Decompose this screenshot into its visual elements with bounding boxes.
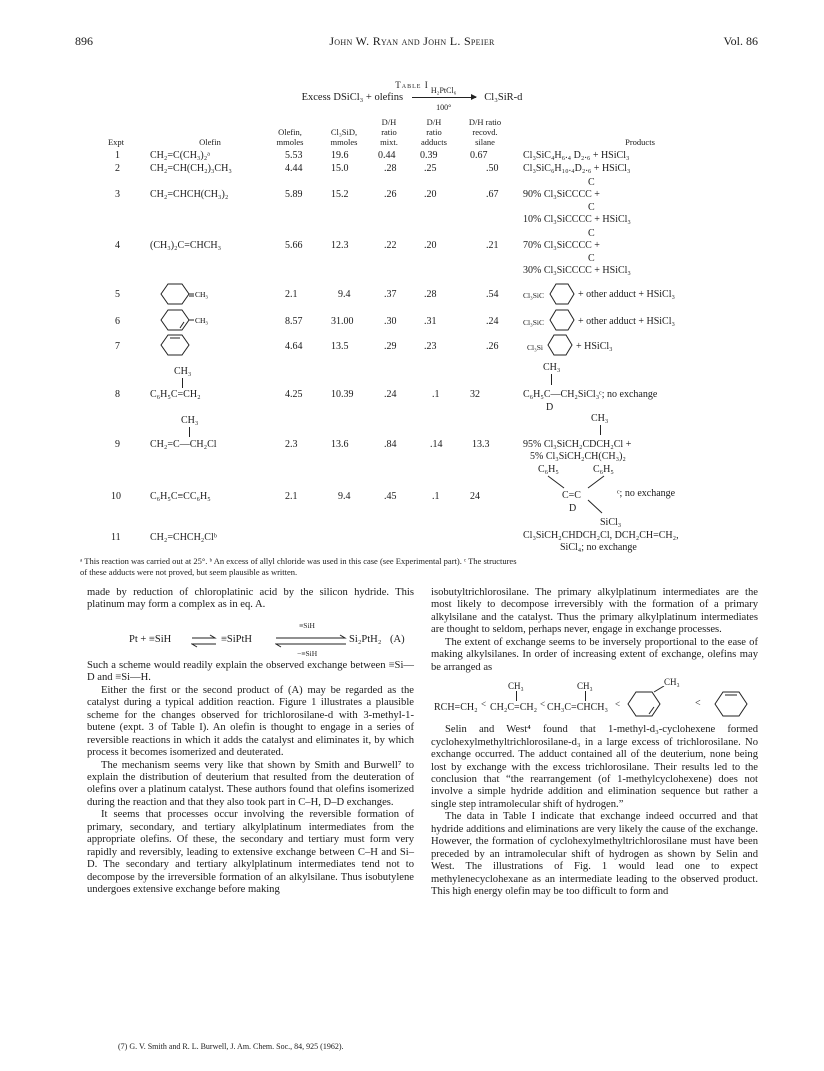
- row8-dh-adducts: .1: [432, 389, 440, 400]
- row10-phenyl-left: C₆H₅: [538, 464, 559, 475]
- right-column: [431, 587, 758, 899]
- row9-product-b: 5% Cl₃SiCH₂CH(CH₃)₂: [530, 451, 626, 462]
- row5-product-prefix: Cl₃SiC: [523, 291, 544, 300]
- row10-expt: 10: [111, 491, 121, 502]
- row3-expt: 3: [115, 189, 120, 200]
- row10-olefin: C₆H₅C≡CC₆H₅: [150, 491, 211, 502]
- row1-olefin: CH₂=C(CH₃)₂ᵃ: [150, 150, 210, 161]
- row4-expt: 4: [115, 240, 120, 251]
- running-authors: John W. Ryan and John L. Speier: [329, 34, 495, 48]
- row8-product-bond-up: [551, 374, 553, 385]
- row1-cl3sid: 19.6: [331, 150, 349, 161]
- series-cyclohexene-ring: [711, 686, 755, 718]
- row6-products: + other adduct + HSiCl₃: [578, 316, 675, 327]
- row3-branch-b: C: [588, 202, 595, 213]
- row7-product-ring: [546, 332, 574, 358]
- series-d-methyl: CH₃: [664, 677, 680, 688]
- row8-dh-mixt: .24: [384, 389, 397, 400]
- header-dh-recovd: D/H ratio recovd. silane: [468, 117, 502, 147]
- right-paragraph-1: isobutyltrichlorosilane. The primary alkylplatinum intermediates are the most likely to decompose irreversibly with the formation of a primary alkylsilane and the catalyst. Thus the primary alkylplatinum intermediates are thought to seldom, perhaps never, engage in exchange processes.: [431, 587, 758, 636]
- reaction-arrow: [412, 86, 476, 113]
- row10-dh-recovd: 24: [470, 491, 480, 502]
- row7-product-prefix: Cl₃Si: [527, 343, 543, 352]
- table-caption: Table I: [395, 80, 429, 90]
- header-cl3sid-mmoles: Cl₃SiD, mmoles: [330, 127, 358, 147]
- row10-note: ᶜ; no exchange: [617, 488, 676, 499]
- left-paragraph-5: It seems that processes occur involving the reversible formation of primary, secondary, and tertiary alkylplatinum intermediates from the appropriate olefins. Of these, the secondary and tertiary must form very rapidly and reversibly, leading to extensive exchange between C–H and Si–D. The secondary and tertiary alkylplatinum intermediates tend not to decompose by the irreversible formation of an alkylsilane. Thus isobutylene undergoes extensive exchange before making: [87, 809, 414, 896]
- eqA-top-label: ≡SiH: [299, 620, 315, 630]
- row1-expt: 1: [115, 150, 120, 161]
- row9-olefin-methyl: CH₃: [181, 415, 199, 426]
- catalyst-label: H₂PtCl₆: [430, 86, 457, 96]
- row9-cl3sid: 13.6: [331, 439, 349, 450]
- eqA-equilibrium-arrow-2: [275, 634, 347, 648]
- row2-products: Cl₃SiC₆H₁₀.₄D₂.₆ + HSiCl₃: [523, 163, 631, 174]
- row6-substituent: CH₃: [195, 316, 209, 325]
- row7-products: + HSiCl₃: [576, 341, 613, 352]
- header-dh-mixt: D/H ratio mixt.: [380, 117, 398, 147]
- row1-dh-recovd: 0.67: [470, 150, 488, 161]
- header-olefin-mmoles: Olefin, mmoles: [276, 127, 304, 147]
- methylenecyclohexane-structure: [158, 281, 220, 307]
- row4-branch-b: C: [588, 253, 595, 264]
- row10-dh-mixt: .45: [384, 491, 397, 502]
- row5-dh-mixt: .37: [384, 289, 397, 300]
- series-b-methyl: CH₃: [508, 681, 524, 692]
- equation-a: [87, 612, 414, 660]
- row8-dh-recovd: 32: [470, 389, 480, 400]
- row4-olefin: (CH₃)₂C=CHCH₃: [150, 240, 222, 251]
- row10-double-bond: C=C: [562, 490, 581, 501]
- left-paragraph-2: Such a scheme would readily explain the observed exchange between ≡Si—D and ≡Si—H.: [87, 659, 414, 684]
- series-c: CH₃C=CHCH₃: [547, 702, 608, 714]
- row1-dh-mixt: 0.44: [378, 150, 396, 161]
- row8-product-methyl: CH₃: [543, 362, 561, 373]
- row4-product-b: 30% Cl₃SiCCCC + HSiCl₃: [523, 265, 631, 276]
- row4-dh-recovd: .21: [486, 240, 499, 251]
- volume-label: Vol. 86: [723, 34, 758, 48]
- row6-product-prefix: Cl₃SiC: [523, 318, 544, 327]
- row6-olefin-mmoles: 8.57: [285, 316, 303, 327]
- table-footnote-line1: ᵃ This reaction was carried out at 25°. ᵇ An excess of allyl chloride was used in this case (see Experimental part). ᶜ The structures: [80, 556, 517, 566]
- series-a: RCH=CH₂: [434, 702, 478, 714]
- row8-expt: 8: [115, 389, 120, 400]
- row3-product-b: 10% Cl₃SiCCCC + HSiCl₃: [523, 214, 631, 225]
- row2-dh-adducts: .25: [424, 163, 437, 174]
- reaction-right: Cl₃SiR-d: [484, 92, 523, 103]
- row11-product-a: Cl₃SiCH₂CHDCH₂Cl, DCH₂CH=CH₂,: [523, 530, 679, 541]
- right-paragraph-3: Selin and West⁴ found that 1-methyl-d₃-cyclohexene formed cyclohexylmethyltrichlorosilane-d₃ in a large excess of trichlorosilane. No exchange occurred. The adduct contained all of the deuterium, none being lost by exchange with the excess trichlorosilane. Their results led to the conclusion that “the rearrangement (of 1-methylcyclohexene) does not involve a simple hydride addition and elimination sequence but rather a single step intramolecular shift of hydrogen.”: [431, 724, 758, 810]
- row9-product-methyl: CH₃: [591, 413, 609, 424]
- page-number: 896: [75, 34, 93, 48]
- eqA-right: Si₂PtH₂: [349, 633, 382, 645]
- row7-dh-recovd: .26: [486, 341, 499, 352]
- row10-olefin-mmoles: 2.1: [285, 491, 298, 502]
- header-products: Products: [625, 137, 655, 147]
- left-paragraph-3: Either the first or the second product of (A) may be regarded as the catalyst during a typical addition reaction. Figure 1 illustrates a plausible scheme for the changes observed for trichlorosilane-d with 3-methyl-1-butene (expt. 3 of Table I). An olefin is thought to engage in a series of reversible reactions in which it adds the catalyst and eliminates it, by which process it becomes isomerized and deuterated.: [87, 684, 414, 759]
- row6-expt: 6: [115, 316, 120, 327]
- row7-olefin-mmoles: 4.64: [285, 341, 303, 352]
- row8-olefin: C₆H₅C=CH₂: [150, 389, 201, 400]
- row7-dh-adducts: .23: [424, 341, 437, 352]
- row2-expt: 2: [115, 163, 120, 174]
- row10-silyl: SiCl₃: [600, 517, 622, 528]
- row2-dh-recovd: .50: [486, 163, 499, 174]
- row7-dh-mixt: .29: [384, 341, 397, 352]
- table-footnote-line2: of these adducts were not proved, but seem plausible as written.: [80, 567, 298, 577]
- row9-dh-mixt: .84: [384, 439, 397, 450]
- row6-product-ring: [548, 307, 576, 333]
- left-column: [87, 587, 414, 897]
- row6-dh-adducts: .31: [424, 316, 437, 327]
- row2-olefin-mmoles: 4.44: [285, 163, 303, 174]
- row1-products: Cl₃SiC₄H₆.₄ D₂.₆ + HSiCl₃: [523, 150, 630, 161]
- left-paragraph-4: The mechanism seems very like that shown by Smith and Burwell⁷ to explain the distribution of deuterium that resulted from the deuteration of olefins over a platinum catalyst. These authors found that olefins isomerized during the reaction and that they also took part in C–H, D–D exchanges.: [87, 759, 414, 808]
- row4-cl3sid: 12.3: [331, 240, 349, 251]
- row8-olefin-mmoles: 4.25: [285, 389, 303, 400]
- left-paragraph-1: made by reduction of chloroplatinic acid by the silicon hydride. This platinum may form a complex as in eq. A.: [87, 587, 414, 611]
- row3-dh-adducts: .20: [424, 189, 437, 200]
- row5-dh-adducts: .28: [424, 289, 437, 300]
- row4-branch-a: C: [588, 228, 595, 239]
- row5-products: + other adduct + HSiCl₃: [578, 289, 675, 300]
- cyclohexene-structure: [158, 332, 194, 358]
- eqA-equilibrium-arrow-1: [191, 634, 217, 648]
- header-dh-adducts: D/H ratio adducts: [421, 117, 447, 147]
- row2-olefin: CH₂=CH(CH₂)₃CH₃: [150, 163, 232, 174]
- row3-branch-a: C: [588, 177, 595, 188]
- eqA-bottom-label: −≡SiH: [297, 648, 318, 658]
- eqA-left: Pt + ≡SiH: [129, 633, 172, 645]
- row5-olefin-mmoles: 2.1: [285, 289, 298, 300]
- row4-olefin-mmoles: 5.66: [285, 240, 303, 251]
- row11-product-b: SiCl₄; no exchange: [560, 542, 637, 553]
- row3-dh-recovd: .67: [486, 189, 499, 200]
- row8-cl3sid: 10.39: [331, 389, 354, 400]
- row1-dh-adducts: 0.39: [420, 150, 438, 161]
- row9-product-bond: [600, 425, 602, 435]
- right-paragraph-4: The data in Table I indicate that exchange indeed occurred and that hydride additions and eliminations are very likely the cause of the exchange. However, the formation of cyclohexylmethyltrichlorosilane must have been preceded by an intramolecular shift of hydrogen as shown by Selin and West. The illustrations of Fig. 1 would lead one to expect methylenecyclohexane as an intermediate leading to the observed product. This high energy olefin may be too difficult to form and: [431, 811, 758, 898]
- row3-cl3sid: 15.2: [331, 189, 349, 200]
- temperature-label: 100°: [436, 103, 452, 113]
- series-c-methyl: CH₃: [577, 681, 593, 692]
- row5-product-ring: [548, 281, 576, 307]
- row10-deuterium: D: [569, 503, 577, 514]
- row3-dh-mixt: .26: [384, 189, 397, 200]
- row8-olefin-methyl: CH₃: [174, 366, 192, 377]
- row10-dh-adducts: .1: [432, 491, 440, 502]
- series-b: CH₂C=CH₂: [490, 702, 538, 714]
- row1-olefin-mmoles: 5.53: [285, 150, 303, 161]
- footnote-7: (7) G. V. Smith and R. L. Burwell, J. Am. Chem. Soc., 84, 925 (1962).: [118, 1042, 344, 1051]
- row9-olefin-mmoles: 2.3: [285, 439, 298, 450]
- row9-dh-adducts: .14: [430, 439, 443, 450]
- header-olefin: Olefin: [199, 137, 221, 147]
- series-methylcyclohexene-ring: [624, 686, 684, 718]
- row3-olefin: CH₂=CHCH(CH₃)₂: [150, 189, 229, 200]
- methylcyclohexene-structure: [158, 307, 220, 333]
- eqA-middle: ≡SiPtH: [221, 633, 253, 645]
- row9-olefin: CH₂=C—CH₂Cl: [150, 439, 217, 450]
- row6-cl3sid: 31.00: [331, 316, 354, 327]
- row2-cl3sid: 15.0: [331, 163, 349, 174]
- right-paragraph-2: The extent of exchange seems to be inversely proportional to the ease of making alkylsilanes. In order of increasing extent of exchange, olefins may be arranged as: [431, 636, 758, 673]
- table-reaction: [0, 86, 824, 113]
- header-expt: Expt: [107, 137, 125, 147]
- row5-substituent: CH₃: [195, 290, 209, 299]
- row5-dh-recovd: .54: [486, 289, 499, 300]
- row2-dh-mixt: .28: [384, 163, 397, 174]
- row4-dh-mixt: .22: [384, 240, 397, 251]
- row9-olefin-bond: [189, 427, 191, 437]
- eqA-tag: (A): [390, 633, 405, 645]
- row3-olefin-mmoles: 5.89: [285, 189, 303, 200]
- row8-product-deuterium: D: [546, 402, 554, 413]
- row6-dh-mixt: .30: [384, 316, 397, 327]
- row5-expt: 5: [115, 289, 120, 300]
- reaction-left: Excess DSiCl₃ + olefins: [301, 92, 404, 103]
- row10-phenyl-right: C₆H₅: [593, 464, 614, 475]
- row9-dh-recovd: 13.3: [472, 439, 490, 450]
- row4-product-a: 70% Cl₃SiCCCC +: [523, 240, 600, 251]
- row8-products: C₆H₅C—CH₂SiCl₃ᶜ; no exchange: [523, 389, 658, 400]
- row5-cl3sid: 9.4: [338, 289, 351, 300]
- row11-olefin: CH₂=CHCH₂Clᵇ: [150, 532, 217, 543]
- row9-product-a: 95% Cl₃SiCH₂CDCH₂Cl +: [523, 439, 632, 450]
- row8-olefin-bond: [182, 378, 184, 388]
- row9-expt: 9: [115, 439, 120, 450]
- row6-dh-recovd: .24: [486, 316, 499, 327]
- row4-dh-adducts: .20: [424, 240, 437, 251]
- row11-expt: 11: [111, 532, 121, 543]
- row7-expt: 7: [115, 341, 120, 352]
- row7-cl3sid: 13.5: [331, 341, 349, 352]
- row3-product-a: 90% Cl₃SiCCCC +: [523, 189, 600, 200]
- row10-cl3sid: 9.4: [338, 491, 351, 502]
- olefin-series: RCH=CH₂ < CH₃ CH₂C=CH₂ < CH₃ CH₃C=CHCH₃ < CH₃ <: [431, 674, 758, 724]
